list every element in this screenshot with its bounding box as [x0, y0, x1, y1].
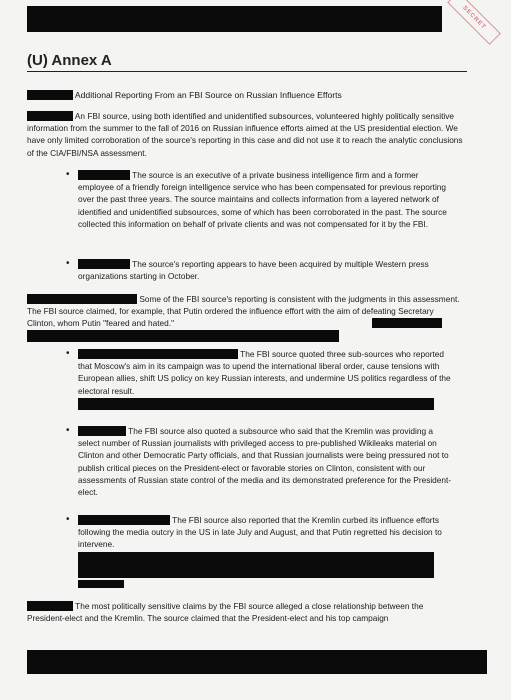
heading-classification-redaction [27, 90, 73, 100]
redacted-block [372, 318, 442, 328]
source-bullet-2 [78, 258, 454, 282]
redacted-block [78, 398, 434, 410]
intro-paragraph [27, 110, 463, 159]
paragraph-redaction [27, 294, 137, 304]
consistency-paragraph-text: Some of the FBI source's reporting is consistent with the judgments in this assessment. The FBI source claimed, for example, that Putin ordered the influence effort with the aim of defeating Secretary Clinton, whom Putin "feared and hated." [27, 294, 460, 329]
bullet-redaction [78, 515, 170, 525]
redacted-block [78, 552, 434, 578]
detail-bullet-3-text: The FBI source also reported that the Kremlin curbed its influence efforts following the media outcry in the US in late July and August, and that Putin regretted his decision to intervene. [78, 515, 442, 550]
closing-paragraph [27, 600, 463, 624]
bullet-dot: • [66, 425, 70, 436]
bullet-redaction [78, 170, 130, 180]
source-bullet-1 [78, 169, 454, 230]
source-bullet-1-text: The source is an executive of a private business intelligence firm and a former employee of a friendly foreign intelligence service who has been compensated for previous reporting over the past three years. The source maintains and collects information from a layered network of identified and unidentified subsources, some of which has been corroborated in the past. The source collected this information on behalf of private clients and was not compensated for it by the FBI. [78, 170, 447, 229]
paragraph-redaction [27, 601, 73, 611]
section-heading [27, 89, 467, 102]
bullet-dot: • [66, 169, 70, 180]
classification-stamp: SECRET [447, 0, 501, 45]
detail-bullet-3 [78, 514, 454, 551]
intro-redaction [27, 111, 73, 121]
source-bullet-2-text: The source's reporting appears to have been acquired by multiple Western press organizations starting in October. [78, 259, 429, 282]
bullet-dot: • [66, 514, 70, 525]
closing-paragraph-text: The most politically sensitive claims by the FBI source alleged a close relationship between the President-elect and the Kremlin. The source claimed that the President-elect and his top campaign [27, 601, 424, 624]
bullet-dot: • [66, 348, 70, 359]
bullet-redaction [78, 426, 126, 436]
redacted-block [27, 330, 339, 342]
bullet-redaction [78, 259, 130, 269]
detail-bullet-1 [78, 348, 454, 397]
intro-paragraph-text: An FBI source, using both identified and unidentified subsources, volunteered highly politically sensitive information from the summer to the fall of 2016 on Russian influence efforts aimed at the US presidential election. We have only limited corroboration of the source's reporting in this case and did not use it to reach the analytic conclusions of the CIA/FBI/NSA assessment. [27, 111, 463, 158]
detail-bullet-2 [78, 425, 454, 498]
bullet-redaction [78, 349, 238, 359]
bullet-dot: • [66, 258, 70, 269]
detail-bullet-2-text: The FBI source also quoted a subsource who said that the Kremlin was providing a select number of Russian journalists with privileged access to pre-published Wikileaks material on Clinton and other Democratic Party officials, and that Russian journalists were being pressured not to publish critical pieces on the President-elect or favorable stories on Clinton, consistent with our assessments of Russian state control of the media and its demonstrated preference for the President-elect. [78, 426, 452, 498]
redacted-block [78, 580, 124, 588]
annex-title: (U) Annex A [27, 52, 112, 69]
title-divider [27, 71, 467, 72]
header-redaction [27, 6, 442, 32]
section-heading-text: Additional Reporting From an FBI Source on Russian Influence Efforts [74, 90, 342, 100]
detail-bullet-1-text: The FBI source quoted three sub-sources who reported that Moscow's aim in its campaign was to upend the international liberal order, cause tensions with European allies, shift US policy on key Russian interests, and undermine US politics regardless of the electoral result. [78, 349, 451, 396]
footer-redaction [27, 650, 487, 674]
